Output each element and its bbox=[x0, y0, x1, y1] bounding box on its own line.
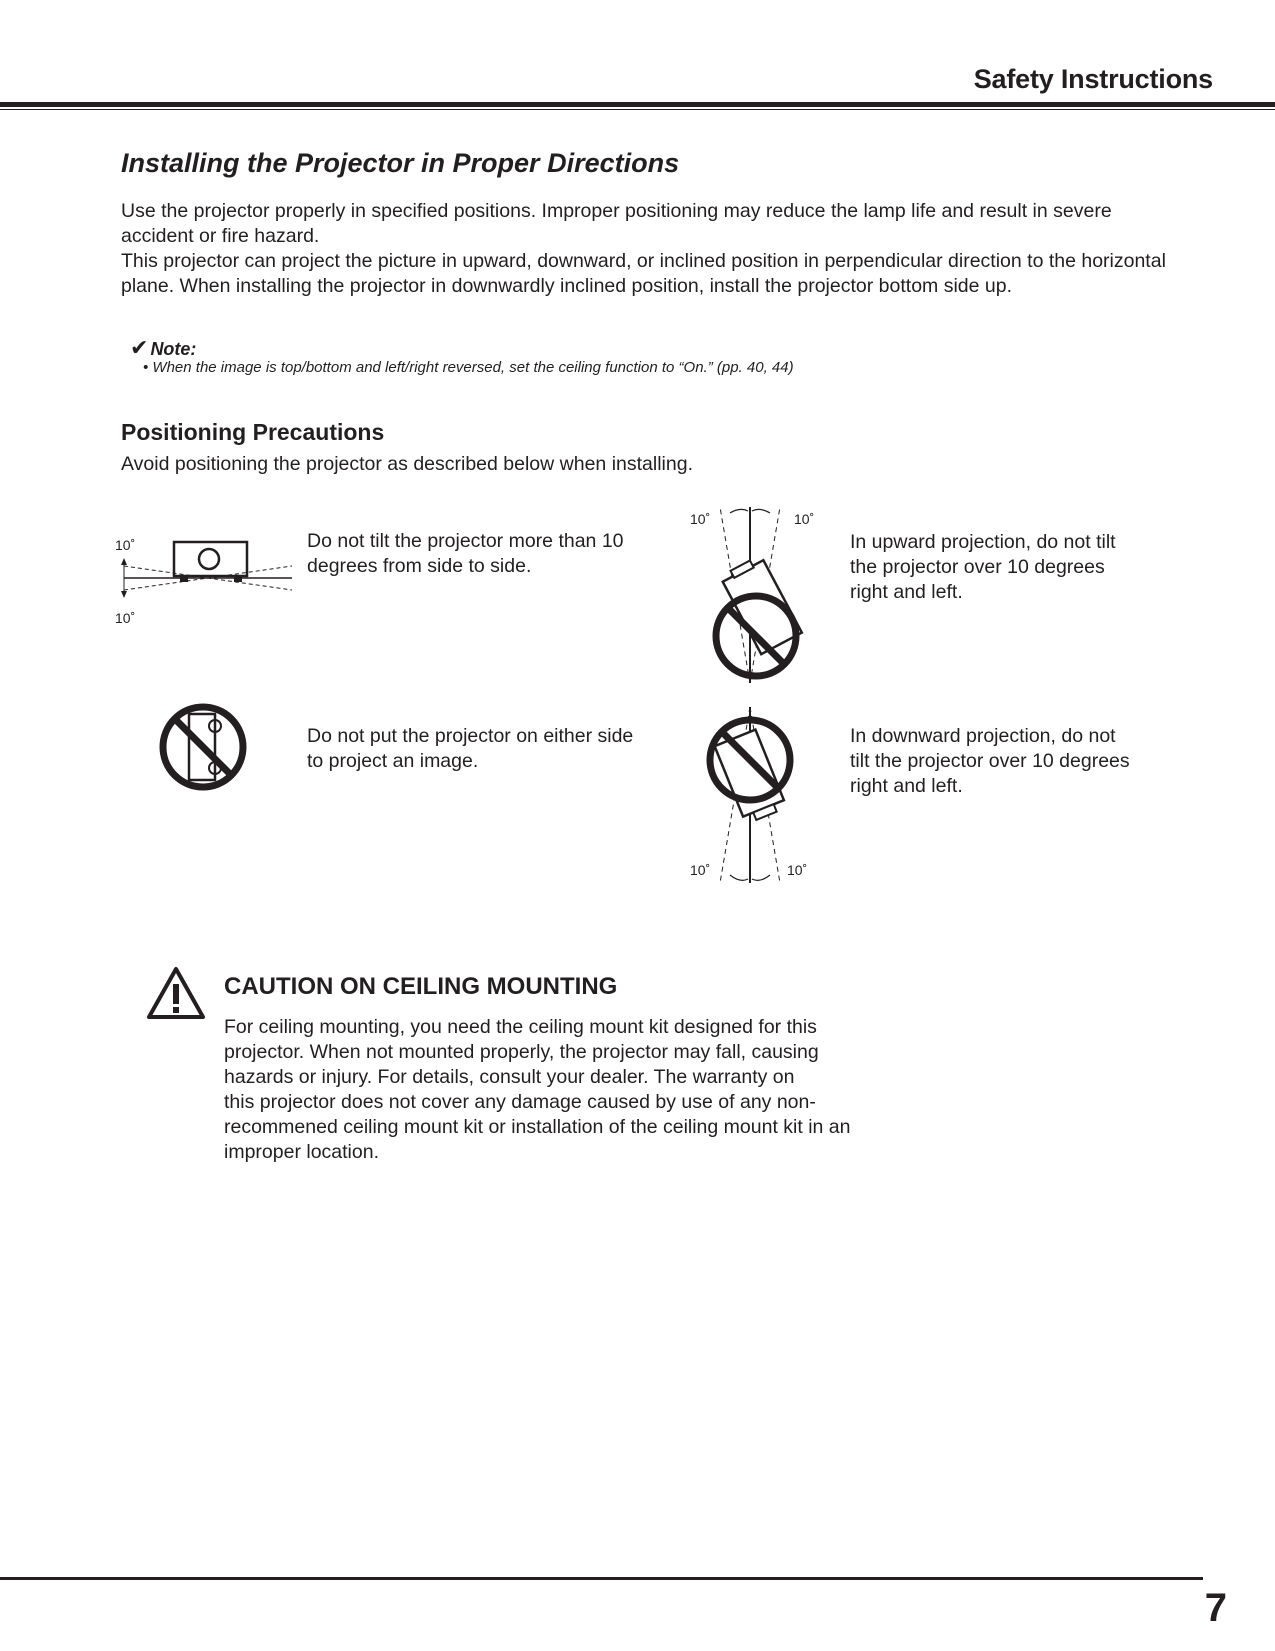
downward-projection-diagram bbox=[700, 705, 810, 885]
checkmark-icon: ✔ bbox=[130, 335, 149, 360]
caution-line: recommened ceiling mount kit or installation of the ceiling mount kit in an bbox=[224, 1116, 851, 1138]
angle-label: 10˚ bbox=[794, 511, 815, 527]
angle-label: 10˚ bbox=[787, 862, 808, 878]
positioning-title: Positioning Precautions bbox=[121, 419, 385, 445]
header-rule-thin bbox=[0, 109, 1275, 110]
footer-rule bbox=[0, 1577, 1203, 1580]
angle-label: 10˚ bbox=[115, 537, 136, 553]
on-side-diagram bbox=[156, 700, 250, 794]
header-rule bbox=[0, 102, 1275, 107]
note-text: • When the image is top/bottom and left/right reversed, set the ceiling function to “On.” (pp. 40, 44) bbox=[143, 359, 794, 376]
page-header-title: Safety Instructions bbox=[973, 64, 1213, 94]
side-tilt-diagram bbox=[112, 530, 297, 630]
precaution-downward: In downward projection, do not tilt the projector over 10 degrees right and left. bbox=[850, 725, 1130, 797]
section-body bbox=[121, 199, 1171, 299]
paragraph: This projector can project the picture in upward, downward, or inclined position in perpendicular direction to the horizontal plane. When installing the projector in downwardly inclined position, install the projector bottom side up. bbox=[121, 250, 1166, 297]
precaution-on-side: Do not put the projector on either side to project an image. bbox=[307, 725, 634, 772]
paragraph: Use the projector properly in specified positions. Improper positioning may reduce the lamp life and result in severe accident or fire hazard. bbox=[121, 200, 1112, 247]
note-label bbox=[130, 335, 196, 361]
caution-title: CAUTION ON CEILING MOUNTING bbox=[224, 973, 618, 1000]
positioning-intro: Avoid positioning the projector as described below when installing. bbox=[121, 453, 693, 475]
precaution-upward: In upward projection, do not tilt the projector over 10 degrees right and left. bbox=[850, 531, 1116, 603]
caution-line: projector. When not mounted properly, the projector may fall, causing bbox=[224, 1041, 819, 1063]
section-title: Installing the Projector in Proper Directions bbox=[121, 148, 680, 178]
page-number: 7 bbox=[1204, 1586, 1227, 1630]
caution-line: hazards or injury. For details, consult your dealer. The warranty on bbox=[224, 1066, 795, 1088]
angle-label: 10˚ bbox=[690, 862, 711, 878]
precaution-side-tilt: Do not tilt the projector more than 10 degrees from side to side. bbox=[307, 530, 624, 577]
caution-line: For ceiling mounting, you need the ceiling mount kit designed for this bbox=[224, 1016, 817, 1038]
angle-label: 10˚ bbox=[115, 610, 136, 626]
warning-icon bbox=[145, 965, 207, 1021]
caution-line: this projector does not cover any damage caused by use of any non- bbox=[224, 1091, 816, 1113]
angle-label: 10˚ bbox=[690, 511, 711, 527]
note-label-text: Note: bbox=[150, 339, 197, 359]
upward-projection-diagram bbox=[700, 505, 810, 685]
caution-body bbox=[224, 1015, 924, 1165]
caution-line: improper location. bbox=[224, 1141, 379, 1163]
